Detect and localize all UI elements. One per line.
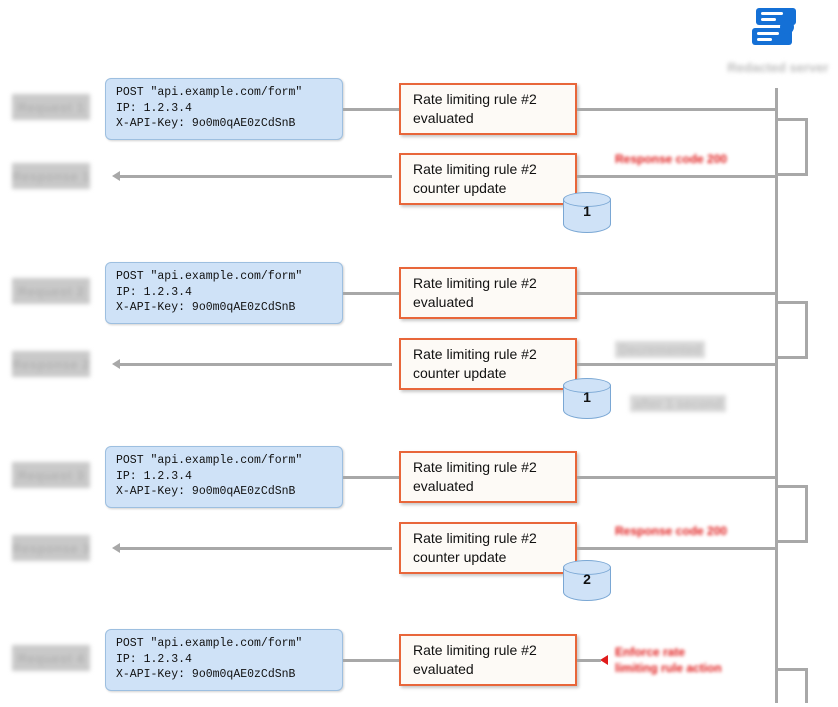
counter-cylinder-2	[563, 377, 611, 423]
request-payload-3-text: POST "api.example.com/form" IP: 1.2.3.4 X-API-Key: 9o0m0qAE0zCdSnB	[116, 454, 303, 498]
process-box-2-line1: Rate limiting rule #2	[413, 161, 537, 177]
process-box-2-line2: counter update	[413, 180, 507, 196]
request-payload-2	[105, 262, 343, 324]
process-box-3-line1: Rate limiting rule #2	[413, 275, 537, 291]
note-response-1: Response code 200	[615, 152, 728, 166]
server-loop-4-top	[775, 668, 807, 671]
connector-req1-a	[343, 108, 399, 111]
process-box-1-line1: Rate limiting rule #2	[413, 91, 537, 107]
process-box-7	[399, 634, 577, 686]
connector-resp3	[120, 547, 392, 550]
note-request-4-line1: Enforce rate	[615, 645, 686, 659]
connector-req2-a	[343, 292, 399, 295]
process-box-6-line1: Rate limiting rule #2	[413, 530, 537, 546]
process-box-7-line1: Rate limiting rule #2	[413, 642, 537, 658]
server-loop-3-bottom	[775, 540, 807, 543]
arrow-response-2	[112, 359, 120, 369]
note-response-2-line2: after 1 second	[630, 395, 726, 412]
connector-resp2	[120, 363, 392, 366]
row-label-request-4: Request 4	[12, 645, 90, 671]
connector-req2-b	[577, 292, 775, 295]
process-box-4-line1: Rate limiting rule #2	[413, 346, 537, 362]
note-response-3: Response code 200	[615, 524, 728, 538]
counter-value-1: 1	[583, 203, 591, 219]
server-icon	[750, 6, 806, 62]
connector-resp3-b	[577, 547, 775, 550]
counter-cylinder-1	[563, 191, 611, 237]
request-payload-2-text: POST "api.example.com/form" IP: 1.2.3.4 X-API-Key: 9o0m0qAE0zCdSnB	[116, 270, 303, 314]
connector-req4-b	[577, 659, 601, 662]
request-payload-1	[105, 78, 343, 140]
server-loop-1-top	[775, 118, 807, 121]
connector-req3-a	[343, 476, 399, 479]
connector-resp2-b	[577, 363, 775, 366]
row-label-request-2: Request 2	[12, 278, 90, 304]
connector-req4-a	[343, 659, 399, 662]
process-box-5-line1: Rate limiting rule #2	[413, 459, 537, 475]
process-box-5	[399, 451, 577, 503]
process-box-1	[399, 83, 577, 135]
process-box-6	[399, 522, 577, 574]
counter-cylinder-3	[563, 559, 611, 605]
server-loop-1	[805, 118, 808, 176]
request-payload-1-text: POST "api.example.com/form" IP: 1.2.3.4 X-API-Key: 9o0m0qAE0zCdSnB	[116, 86, 303, 130]
process-box-1-line2: evaluated	[413, 110, 474, 126]
connector-req1-b	[577, 108, 775, 111]
connector-resp1-b	[577, 175, 775, 178]
row-label-response-1: Response 1	[12, 163, 90, 189]
arrow-enforce-action	[600, 655, 608, 665]
process-box-4	[399, 338, 577, 390]
note-response-2-line1: Decremented	[615, 341, 705, 358]
arrow-response-3	[112, 543, 120, 553]
process-box-7-line2: evaluated	[413, 661, 474, 677]
server-loop-3-top	[775, 485, 807, 488]
request-payload-3	[105, 446, 343, 508]
note-request-4-line2: limiting rule action	[615, 661, 722, 675]
process-box-3-line2: evaluated	[413, 294, 474, 310]
connector-req3-b	[577, 476, 775, 479]
server-loop-4	[805, 668, 808, 703]
server-loop-3	[805, 485, 808, 543]
process-box-5-line2: evaluated	[413, 478, 474, 494]
counter-value-2: 1	[583, 389, 591, 405]
row-label-request-3: Request 3	[12, 462, 90, 488]
server-loop-2-bottom	[775, 356, 807, 359]
server-lifeline	[775, 88, 778, 703]
request-payload-4-text: POST "api.example.com/form" IP: 1.2.3.4 X-API-Key: 9o0m0qAE0zCdSnB	[116, 637, 303, 681]
process-box-4-line2: counter update	[413, 365, 507, 381]
process-box-2	[399, 153, 577, 205]
row-label-request-1: Request 1	[12, 94, 90, 120]
server-label: Redacted server	[727, 60, 829, 75]
arrow-response-1	[112, 171, 120, 181]
server-loop-1-bottom	[775, 173, 807, 176]
counter-value-3: 2	[583, 571, 591, 587]
row-label-response-3: Response 3	[12, 535, 90, 561]
process-box-6-line2: counter update	[413, 549, 507, 565]
server-loop-2	[805, 301, 808, 359]
row-label-response-2: Response 2	[12, 351, 90, 377]
process-box-3	[399, 267, 577, 319]
connector-resp1	[120, 175, 392, 178]
request-payload-4	[105, 629, 343, 691]
server-loop-2-top	[775, 301, 807, 304]
